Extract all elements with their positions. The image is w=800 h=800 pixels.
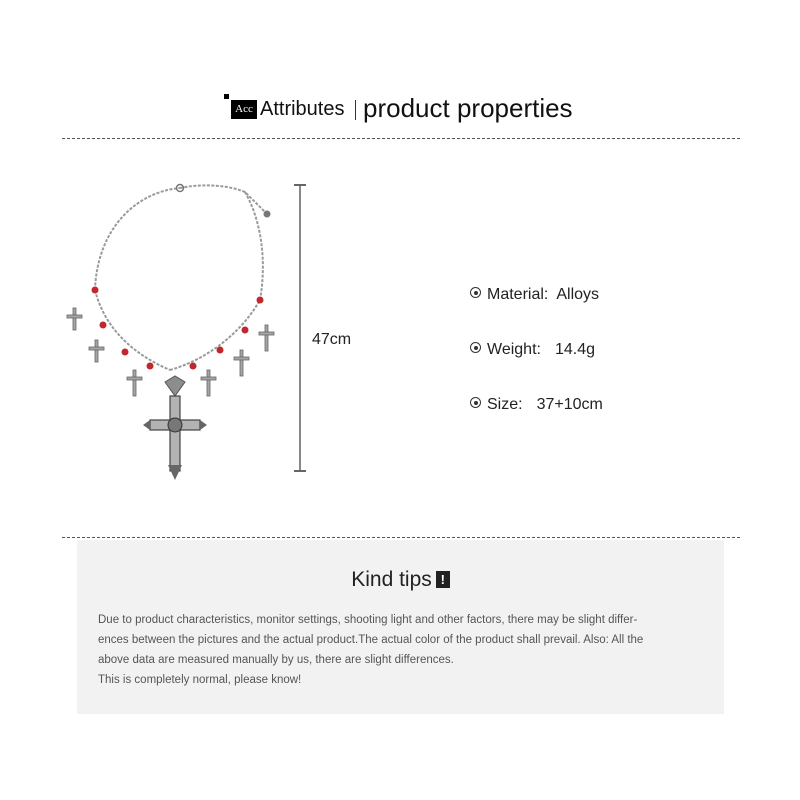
- tips-line: above data are measured manually by us, there are slight differences.: [98, 654, 454, 666]
- property-label: Weight:: [487, 341, 541, 358]
- property-value: 14.4g: [554, 341, 595, 358]
- property-value: Alloys: [556, 286, 600, 303]
- property-weight: [470, 338, 595, 362]
- page-title: product properties: [363, 93, 573, 123]
- necklace-product-image: [55, 170, 295, 490]
- property-size: [470, 393, 603, 417]
- top-divider: [62, 138, 740, 139]
- decorative-dot: [224, 94, 229, 99]
- length-ruler: [294, 184, 306, 472]
- property-label: Material:: [487, 286, 549, 303]
- attributes-label: Attributes: [260, 98, 345, 120]
- property-label: Size:: [487, 396, 523, 413]
- bullet-icon: [470, 397, 481, 408]
- section-header: [0, 88, 800, 132]
- property-material: [470, 283, 599, 307]
- property-value: 37+10cm: [536, 396, 603, 413]
- cross-pendant: [143, 376, 207, 480]
- bullet-icon: [470, 287, 481, 298]
- bullet-icon: [470, 342, 481, 353]
- tips-text: [98, 610, 710, 690]
- kind-tips-panel: [77, 540, 724, 714]
- tips-title: [77, 568, 724, 592]
- header-separator: [355, 100, 356, 120]
- tips-line: Due to product characteristics, monitor settings, shooting light and other factors, there may be slight differ-: [98, 614, 638, 626]
- tips-title-text: Kind tips: [351, 568, 432, 591]
- warning-icon: !: [436, 571, 450, 588]
- acc-badge: Acc: [231, 100, 257, 119]
- bottom-divider: [62, 537, 740, 538]
- length-label: 47cm: [312, 331, 352, 348]
- tips-line: This is completely normal, please know!: [98, 674, 302, 686]
- tips-line: ences between the pictures and the actual product.The actual color of the product shall prevail. Also: All the: [98, 634, 644, 646]
